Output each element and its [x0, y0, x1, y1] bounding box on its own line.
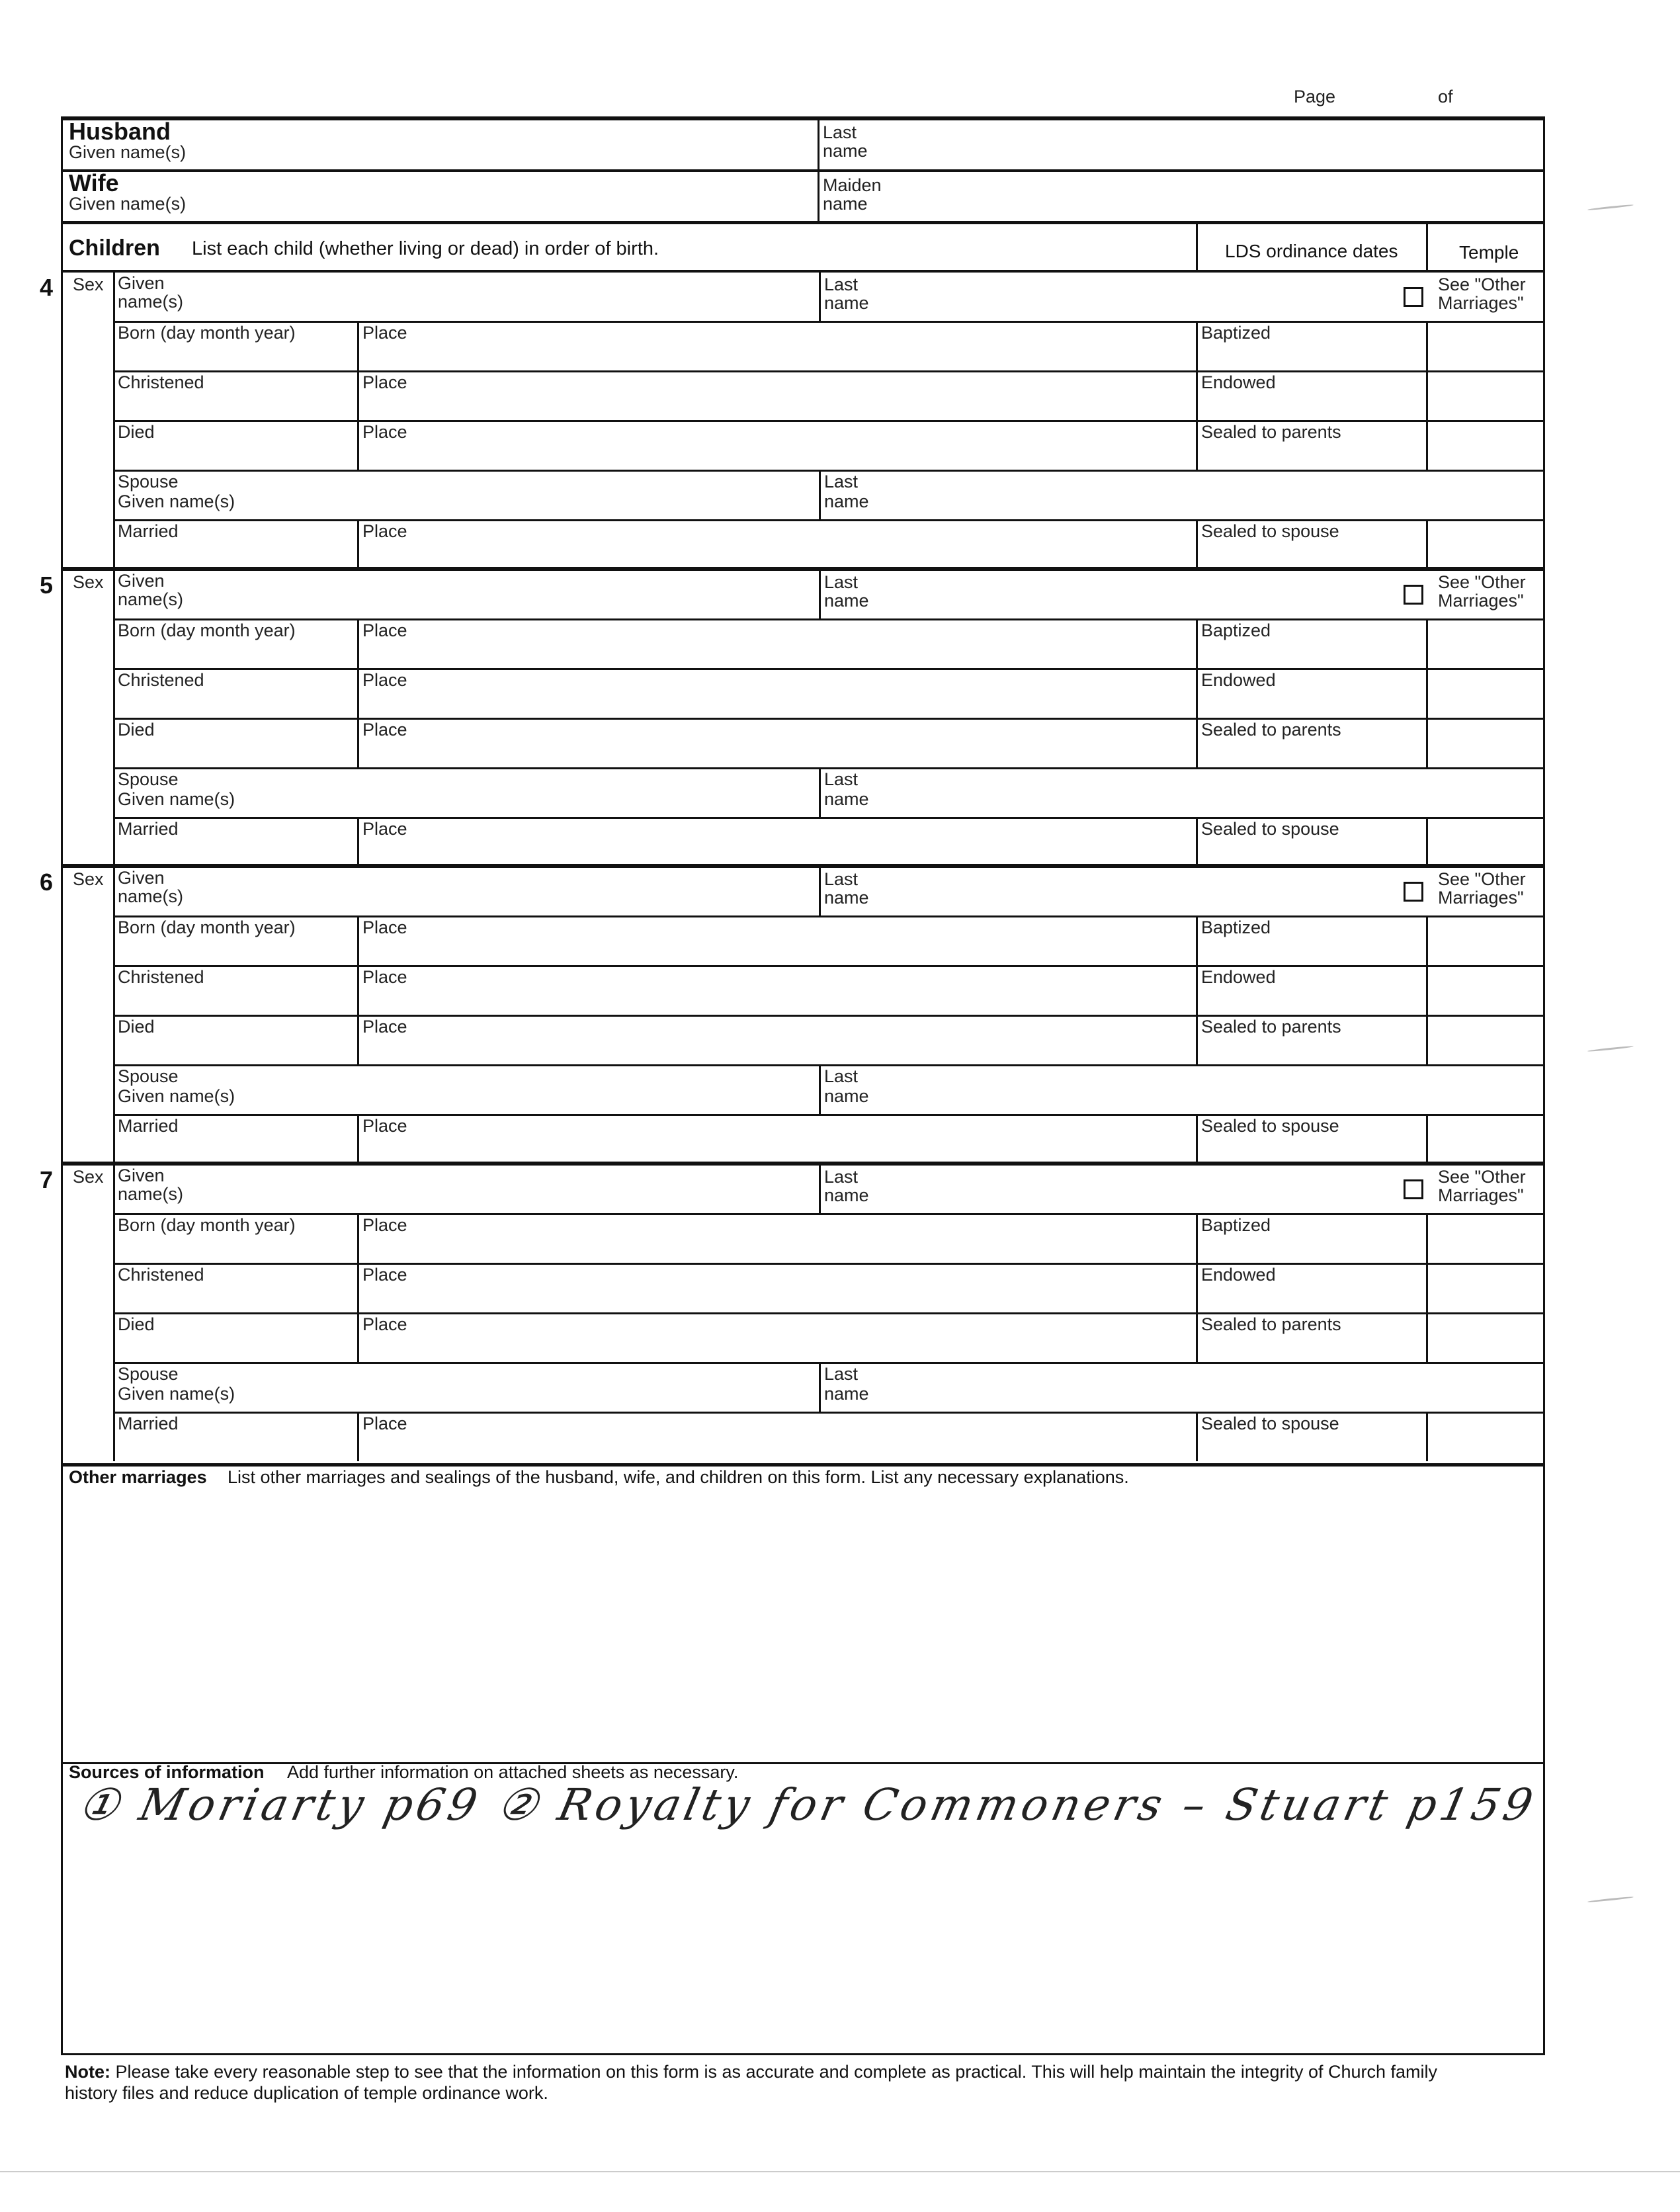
place-label: Place [362, 720, 407, 740]
sealed_parents-date-field[interactable] [1201, 443, 1423, 466]
divider [1426, 1015, 1428, 1064]
divider [357, 1015, 359, 1064]
died-date-field[interactable] [119, 1037, 351, 1061]
baptized-temple-field[interactable] [1430, 1217, 1541, 1259]
given-label-2: name(s) [118, 1184, 184, 1204]
see-other-label-1: See "Other [1438, 869, 1526, 889]
child-number: 7 [40, 1166, 54, 1193]
divider [114, 618, 1545, 620]
divider [1196, 1263, 1198, 1312]
christened-date-field[interactable] [119, 1285, 351, 1309]
child-last-field[interactable] [880, 274, 1389, 318]
divider [1196, 718, 1198, 767]
divider [1426, 817, 1428, 867]
endowed-date-field[interactable] [1201, 1285, 1423, 1309]
place-label: Place [362, 620, 407, 640]
sealed_parents-label: Sealed to parents [1201, 1314, 1341, 1334]
other-marriages-title: Other marriages [69, 1467, 207, 1487]
divider [1426, 370, 1428, 420]
sex-label: Sex [73, 869, 104, 889]
children-subtitle: List each child (whether living or dead) in order of birth. [192, 238, 659, 259]
died-date-field[interactable] [119, 740, 351, 764]
scan-edge [0, 2171, 1680, 2172]
place-label: Place [362, 967, 407, 987]
divider [819, 1164, 821, 1213]
baptized-label: Baptized [1201, 1215, 1271, 1235]
see-other-label-2: Marriages" [1438, 888, 1524, 908]
born-label: Born (day month year) [118, 323, 296, 343]
place-label: Place [362, 819, 407, 839]
christened-label: Christened [118, 967, 204, 987]
married-label: Married [118, 521, 179, 541]
divider [61, 221, 1545, 224]
divider [357, 965, 359, 1015]
spouse-last-field[interactable] [880, 771, 1534, 814]
christened-place-field[interactable] [362, 393, 1189, 417]
place-label: Place [362, 1116, 407, 1136]
divider [357, 519, 359, 569]
sealed-spouse-temple-field[interactable] [1430, 1416, 1541, 1458]
child-last-field[interactable] [880, 869, 1389, 912]
divider [114, 321, 1545, 323]
died-place-field[interactable] [362, 1335, 1189, 1359]
see-other-label-1: See "Other [1438, 572, 1526, 592]
divider [357, 668, 359, 718]
baptized-date-field[interactable] [1201, 1236, 1423, 1259]
place-label: Place [362, 372, 407, 392]
sex-label: Sex [73, 275, 104, 294]
married-place-field[interactable] [362, 839, 1189, 863]
sealed-spouse-temple-field[interactable] [1430, 523, 1541, 566]
spouse-last-label-2: name [824, 1384, 869, 1404]
endowed-temple-field[interactable] [1430, 969, 1541, 1011]
see-other-label-2: Marriages" [1438, 591, 1524, 611]
sources-text: Add further information on attached sheets as necessary. [287, 1762, 739, 1782]
divider [1196, 321, 1198, 370]
divider [1426, 519, 1428, 569]
given-label-2: name(s) [118, 886, 184, 906]
divider [818, 171, 819, 222]
born-date-field[interactable] [119, 641, 351, 665]
divider [114, 915, 1545, 917]
child-number: 6 [40, 869, 54, 896]
endowed-date-field[interactable] [1201, 988, 1423, 1011]
spouse-last-label-1: Last [824, 472, 859, 491]
last-label-2: name [824, 591, 869, 611]
divider [1196, 223, 1198, 272]
spouse-label-1: Spouse [118, 769, 179, 789]
died-place-field[interactable] [362, 1037, 1189, 1061]
sealed-spouse-date-field[interactable] [1201, 839, 1423, 863]
spouse-label-2: Given name(s) [118, 1086, 235, 1106]
endowed-temple-field[interactable] [1430, 374, 1541, 417]
spouse-given-field[interactable] [265, 1366, 807, 1408]
married-label: Married [118, 1414, 179, 1433]
endowed-label: Endowed [1201, 967, 1276, 987]
see-other-label-1: See "Other [1438, 1167, 1526, 1187]
died-place-field[interactable] [362, 740, 1189, 764]
died-date-field[interactable] [119, 1335, 351, 1359]
divider [357, 1213, 359, 1263]
christened-label: Christened [118, 670, 204, 690]
sealed-spouse-label: Sealed to spouse [1201, 819, 1339, 839]
divider [1196, 618, 1198, 668]
married-date-field[interactable] [119, 542, 351, 566]
sealed-spouse-temple-field[interactable] [1430, 1118, 1541, 1160]
baptized-temple-field[interactable] [1430, 919, 1541, 962]
sealed_parents-date-field[interactable] [1201, 1037, 1423, 1061]
baptized-date-field[interactable] [1201, 938, 1423, 962]
sealed-spouse-label: Sealed to spouse [1201, 1116, 1339, 1136]
spouse-given-field[interactable] [265, 474, 807, 516]
spouse-last-label-1: Last [824, 769, 859, 789]
child-block-rule [61, 567, 1545, 571]
spouse-label-2: Given name(s) [118, 491, 235, 511]
sealed_parents-temple-field[interactable] [1430, 424, 1541, 466]
other-marriages-field[interactable] [66, 1495, 1540, 1760]
spouse-last-field[interactable] [880, 1366, 1534, 1408]
last-label-2: name [824, 1185, 869, 1205]
husband-given-field[interactable] [265, 123, 807, 163]
spouse-last-field[interactable] [880, 1068, 1534, 1111]
lds-dates-header: LDS ordinance dates [1225, 241, 1398, 261]
divider [1426, 420, 1428, 470]
divider [1196, 1213, 1198, 1263]
divider [1426, 1114, 1428, 1164]
spouse-last-label-2: name [824, 491, 869, 511]
punch-mark [1587, 204, 1634, 210]
baptized-label: Baptized [1201, 323, 1271, 343]
christened-date-field[interactable] [119, 393, 351, 417]
spouse-last-label-2: name [824, 1086, 869, 1106]
handwritten-sources: ① Moriarty p69 ② Royalty for Commoners – Stuart p159 [73, 1779, 1541, 1830]
sealed_parents-date-field[interactable] [1201, 1335, 1423, 1359]
last-label-2: name [824, 293, 869, 313]
place-label: Place [362, 1414, 407, 1433]
wife-given-label: Given name(s) [69, 194, 187, 214]
divider [1196, 965, 1198, 1015]
place-label: Place [362, 670, 407, 690]
christened-label: Christened [118, 1265, 204, 1285]
last-label-1: Last [824, 869, 859, 889]
sealed_parents-label: Sealed to parents [1201, 720, 1341, 740]
endowed-label: Endowed [1201, 1265, 1276, 1285]
child-last-field[interactable] [880, 572, 1389, 615]
spouse-label-1: Spouse [118, 1364, 179, 1384]
born-place-field[interactable] [362, 1236, 1189, 1259]
child-block-rule [61, 864, 1545, 868]
divider [1196, 1114, 1198, 1164]
christened-place-field[interactable] [362, 691, 1189, 714]
spouse-label-1: Spouse [118, 472, 179, 491]
divider [61, 1463, 1545, 1467]
divider [1426, 321, 1428, 370]
christened-place-field[interactable] [362, 988, 1189, 1011]
place-label: Place [362, 1215, 407, 1235]
baptized-temple-field[interactable] [1430, 325, 1541, 367]
divider [1196, 915, 1198, 965]
married-place-field[interactable] [362, 1136, 1189, 1160]
last-label-1: Last [824, 572, 859, 592]
child-given-field[interactable] [218, 1166, 807, 1210]
divider [357, 1114, 359, 1164]
given-label-2: name(s) [118, 589, 184, 609]
given-label-1: Given [118, 273, 165, 293]
spouse-last-label-2: name [824, 789, 869, 809]
died-label: Died [118, 1314, 155, 1334]
christened-date-field[interactable] [119, 988, 351, 1011]
other-marriages-checkbox[interactable] [1404, 1179, 1423, 1199]
other-marriages-checkbox[interactable] [1404, 882, 1423, 902]
baptized-date-field[interactable] [1201, 343, 1423, 367]
spouse-given-field[interactable] [265, 771, 807, 814]
sex-label: Sex [73, 572, 104, 592]
divider [1426, 965, 1428, 1015]
divider [357, 817, 359, 867]
christened-place-field[interactable] [362, 1285, 1189, 1309]
sex-label: Sex [73, 1167, 104, 1187]
born-place-field[interactable] [362, 343, 1189, 367]
born-label: Born (day month year) [118, 1215, 296, 1235]
divider [1426, 668, 1428, 718]
christened-label: Christened [118, 372, 204, 392]
sealed_parents-label: Sealed to parents [1201, 1017, 1341, 1037]
divider [819, 866, 821, 915]
top-rule [61, 116, 1545, 120]
sealed-spouse-date-field[interactable] [1201, 542, 1423, 566]
baptized-temple-field[interactable] [1430, 622, 1541, 665]
given-label-1: Given [118, 868, 165, 888]
last-label-1: Last [824, 275, 859, 294]
born-place-field[interactable] [362, 938, 1189, 962]
divider [114, 668, 1545, 670]
endowed-date-field[interactable] [1201, 691, 1423, 714]
born-date-field[interactable] [119, 938, 351, 962]
given-label-1: Given [118, 1166, 165, 1185]
divider [357, 370, 359, 420]
divider [1196, 1412, 1198, 1461]
divider [357, 1312, 359, 1362]
died-label: Died [118, 422, 155, 442]
divider [819, 1064, 821, 1114]
divider [1426, 1412, 1428, 1461]
husband-last-field[interactable] [880, 123, 1534, 163]
sealed-spouse-date-field[interactable] [1201, 1434, 1423, 1458]
divider [1196, 519, 1198, 569]
spouse-label-2: Given name(s) [118, 789, 235, 809]
baptized-label: Baptized [1201, 620, 1271, 640]
divider [818, 120, 819, 171]
sealed_parents-label: Sealed to parents [1201, 422, 1341, 442]
divider [819, 1362, 821, 1412]
married-label: Married [118, 819, 179, 839]
children-title: Children [69, 235, 160, 261]
note [65, 2061, 1546, 2104]
spouse-label-2: Given name(s) [118, 1384, 235, 1404]
sealed-spouse-label: Sealed to spouse [1201, 1414, 1339, 1433]
wife-maiden-field[interactable] [900, 173, 1534, 216]
punch-mark [1587, 1896, 1634, 1902]
see-other-label-2: Marriages" [1438, 1185, 1524, 1205]
divider [1426, 1213, 1428, 1263]
divider [1426, 1263, 1428, 1312]
place-label: Place [362, 1265, 407, 1285]
other-marriages-text: List other marriages and sealings of the husband, wife, and children on this form. List any necessary explanations. [228, 1467, 1129, 1487]
sealed_parents-date-field[interactable] [1201, 740, 1423, 764]
divider [1426, 718, 1428, 767]
endowed-label: Endowed [1201, 670, 1276, 690]
divider [1426, 915, 1428, 965]
sealed-spouse-temple-field[interactable] [1430, 821, 1541, 863]
sources-field[interactable] [66, 1839, 1540, 2051]
died-place-field[interactable] [362, 443, 1189, 466]
divider [114, 965, 1545, 967]
divider [357, 618, 359, 668]
place-label: Place [362, 1017, 407, 1037]
died-label: Died [118, 720, 155, 740]
spouse-last-label-1: Last [824, 1066, 859, 1086]
died-date-field[interactable] [119, 443, 351, 466]
divider [61, 270, 1545, 273]
died-label: Died [118, 1017, 155, 1037]
divider [1426, 618, 1428, 668]
born-date-field[interactable] [119, 343, 351, 367]
sealed-spouse-date-field[interactable] [1201, 1136, 1423, 1160]
baptized-date-field[interactable] [1201, 641, 1423, 665]
given-label-2: name(s) [118, 292, 184, 312]
divider [114, 1263, 1545, 1265]
husband-last-label-1: Last [823, 122, 857, 142]
place-label: Place [362, 917, 407, 937]
wife-title: Wife [69, 169, 119, 196]
married-place-field[interactable] [362, 542, 1189, 566]
divider [1196, 420, 1198, 470]
married-label: Married [118, 1116, 179, 1136]
divider [819, 271, 821, 321]
place-label: Place [362, 1314, 407, 1334]
sealed_parents-temple-field[interactable] [1430, 1316, 1541, 1359]
husband-given-label: Given name(s) [69, 142, 187, 162]
married-date-field[interactable] [119, 1434, 351, 1458]
divider [1196, 817, 1198, 867]
divider [819, 569, 821, 618]
married-date-field[interactable] [119, 1136, 351, 1160]
temple-header: Temple [1459, 242, 1519, 263]
born-label: Born (day month year) [118, 620, 296, 640]
husband-title: Husband [69, 118, 171, 145]
spouse-given-field[interactable] [265, 1068, 807, 1111]
divider [61, 1762, 1545, 1764]
divider [1196, 1312, 1198, 1362]
page-label: Page [1294, 87, 1336, 106]
punch-mark [1587, 1045, 1634, 1052]
child-block-rule [61, 1162, 1545, 1166]
wife-given-field[interactable] [265, 173, 807, 216]
child-given-field[interactable] [218, 869, 807, 912]
of-label: of [1438, 87, 1453, 106]
child-given-field[interactable] [218, 572, 807, 615]
note-label: Note: [65, 2062, 110, 2082]
baptized-label: Baptized [1201, 917, 1271, 937]
divider [1426, 223, 1428, 272]
divider [1426, 1312, 1428, 1362]
sealed-spouse-label: Sealed to spouse [1201, 521, 1339, 541]
divider [819, 767, 821, 817]
born-date-field[interactable] [119, 1236, 351, 1259]
wife-maiden-label-1: Maiden [823, 175, 882, 195]
married-date-field[interactable] [119, 839, 351, 863]
divider [1196, 1015, 1198, 1064]
endowed-date-field[interactable] [1201, 393, 1423, 417]
divider [357, 420, 359, 470]
divider [114, 370, 1545, 372]
last-label-2: name [824, 888, 869, 908]
other-marriages-checkbox[interactable] [1404, 287, 1423, 307]
place-label: Place [362, 323, 407, 343]
place-label: Place [362, 422, 407, 442]
sources-title: Sources of information [69, 1762, 265, 1782]
divider [61, 169, 1545, 172]
divider [819, 470, 821, 519]
bottom-rule [61, 2053, 1545, 2055]
spouse-label-1: Spouse [118, 1066, 179, 1086]
endowed-label: Endowed [1201, 372, 1276, 392]
endowed-temple-field[interactable] [1430, 1267, 1541, 1309]
see-other-label-2: Marriages" [1438, 293, 1524, 313]
spouse-last-label-1: Last [824, 1364, 859, 1384]
child-number: 5 [40, 572, 54, 599]
child-number: 4 [40, 274, 54, 301]
sealed_parents-temple-field[interactable] [1430, 1019, 1541, 1061]
married-place-field[interactable] [362, 1434, 1189, 1458]
born-place-field[interactable] [362, 641, 1189, 665]
divider [357, 1263, 359, 1312]
born-label: Born (day month year) [118, 917, 296, 937]
husband-last-label-2: name [823, 141, 868, 161]
see-other-label-1: See "Other [1438, 275, 1526, 294]
place-label: Place [362, 521, 407, 541]
divider [357, 718, 359, 767]
divider [357, 1412, 359, 1461]
divider [1196, 370, 1198, 420]
divider [1196, 668, 1198, 718]
child-given-field[interactable] [218, 274, 807, 318]
other-marriages-checkbox[interactable] [1404, 585, 1423, 605]
last-label-1: Last [824, 1167, 859, 1187]
child-last-field[interactable] [880, 1166, 1389, 1210]
divider [114, 1213, 1545, 1215]
note-text: Please take every reasonable step to see that the information on this form is as accurate and complete as practical. This will help maintain the integrity of Church family [115, 2062, 1438, 2082]
spouse-last-field[interactable] [880, 474, 1534, 516]
divider [357, 915, 359, 965]
wife-maiden-label-2: name [823, 194, 868, 214]
christened-date-field[interactable] [119, 691, 351, 714]
sealed_parents-temple-field[interactable] [1430, 722, 1541, 764]
divider [357, 321, 359, 370]
given-label-1: Given [118, 571, 165, 591]
note-text-2: history files and reduce duplication of temple ordinance work. [65, 2083, 548, 2103]
endowed-temple-field[interactable] [1430, 672, 1541, 714]
